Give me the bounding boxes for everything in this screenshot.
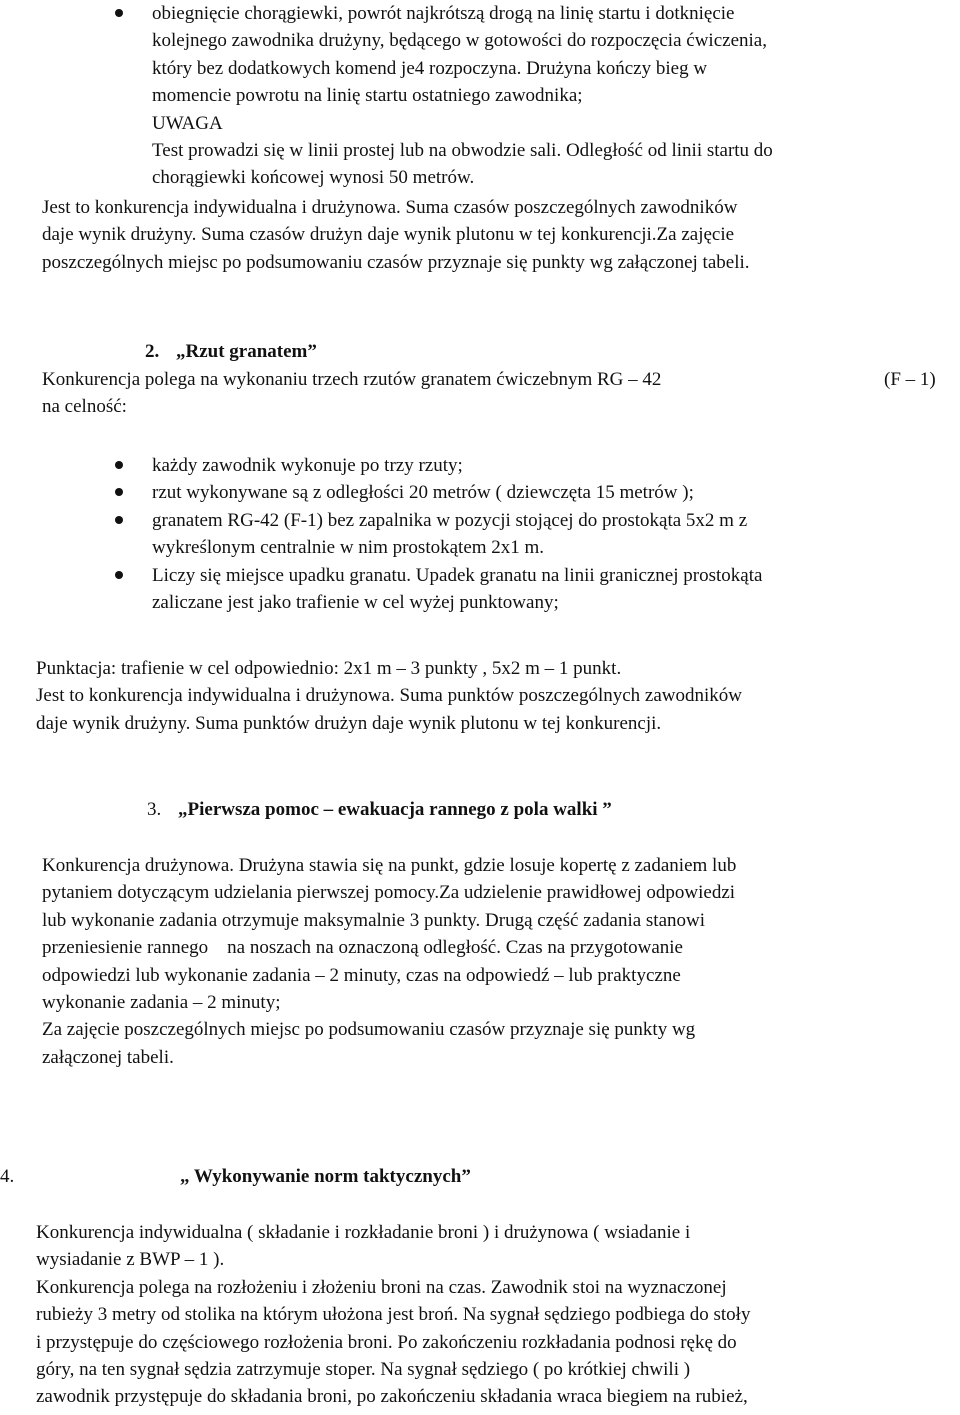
section-4-title: „ Wykonywanie norm taktycznych” bbox=[180, 1166, 471, 1187]
section-2-intro bbox=[42, 366, 661, 421]
paragraph-line: góry, na ten sygnał sędzia zatrzymuje stoper. Na sygnał sędziego ( po krótkiej chwili ) bbox=[36, 1358, 691, 1380]
list-item bbox=[152, 479, 762, 506]
paragraph-line: zawodnik przystępuje do składania broni, po zakończeniu składania wraca biegiem na rubież, bbox=[36, 1386, 748, 1408]
bullet-dot-icon bbox=[115, 461, 123, 469]
bullet-dot-icon bbox=[115, 516, 123, 524]
intro-text: na celność: bbox=[42, 396, 127, 418]
list-item bbox=[152, 452, 762, 479]
bullet-dot-icon bbox=[115, 571, 123, 579]
intro-bullet-line: kolejnego zawodnika drużyny, będącego w gotowości do rozpoczęcia ćwiczenia, bbox=[152, 30, 767, 52]
list-item-text: każdy zawodnik wykonuje po trzy rzuty; bbox=[152, 455, 463, 476]
paragraph-line: pytaniem dotyczącym udzielania pierwszej pomocy.Za udzielenie prawidłowej odpowiedzi bbox=[42, 882, 736, 904]
paragraph-line: poszczególnych miejsc po podsumowaniu czasów przyznaje się punkty wg załączonej tabeli. bbox=[42, 251, 750, 273]
list-item-text: zaliczane jest jako trafienie w cel wyżej punktowany; bbox=[152, 591, 559, 613]
section-number: 3. bbox=[147, 799, 162, 820]
list-item-text: wykreślonym centralnie w nim prostokątem 2x1 m. bbox=[152, 537, 545, 559]
paragraph-line: Za zajęcie poszczególnych miejsc po podsumowaniu czasów przyznaje się punkty wg bbox=[42, 1019, 696, 1041]
list-item-text: rzut wykonywane są z odległości 20 metrów ( dziewczęta 15 metrów ); bbox=[152, 482, 694, 504]
list-item bbox=[152, 562, 762, 589]
section-4-number: 4. bbox=[0, 1166, 15, 1187]
paragraph-line: Konkurencja indywidualna ( składanie i rozkładanie broni ) i drużynowa ( wsiadanie i bbox=[36, 1222, 691, 1243]
intro-bullet-line: obiegnięcie chorągiewki, powrót najkrótszą drogą na linię startu i dotknięcie bbox=[152, 3, 735, 24]
intro-bullet-line: momencie powrotu na linię startu ostatniego zawodnika; bbox=[152, 85, 583, 107]
scoring-line: Jest to konkurencja indywidualna i drużynowa. Suma punktów poszczególnych zawodników bbox=[36, 685, 743, 707]
intro-bullet-line: chorągiewki końcowej wynosi 50 metrów. bbox=[152, 167, 475, 189]
section-2-designation: (F – 1) bbox=[884, 369, 936, 390]
paragraph-line: Konkurencja polega na rozłożeniu i złożeniu broni na czas. Zawodnik stoi na wyznaczonej bbox=[36, 1276, 727, 1298]
intro-bullet bbox=[152, 0, 773, 192]
paragraph-line: rubieży 3 metry od stolika na którym ułożona jest broń. Na sygnał sędziego podbiega do stoły bbox=[36, 1304, 751, 1326]
paragraph-line: daje wynik drużyny. Suma czasów drużyn daje wynik plutonu w tej konkurencji.Za zajęcie bbox=[42, 224, 735, 246]
list-item-text: Liczy się miejsce upadku granatu. Upadek granatu na linii granicznej prostokąta bbox=[152, 564, 763, 586]
paragraph-line: Konkurencja drużynowa. Drużyna stawia się na punkt, gdzie losuje kopertę z zadaniem lub bbox=[42, 855, 737, 876]
list-item bbox=[152, 507, 762, 534]
intro-paragraph bbox=[42, 194, 750, 276]
section-number: 2. bbox=[145, 341, 160, 362]
paragraph-line: załączonej tabeli. bbox=[42, 1046, 174, 1068]
intro-bullet-line: który bez dodatkowych komend je4 rozpoczyna. Drużyna kończy bieg w bbox=[152, 57, 708, 79]
section-2-heading bbox=[145, 338, 317, 365]
section-2-scoring bbox=[36, 655, 742, 737]
section-3-heading bbox=[147, 796, 612, 823]
scoring-line: Punktacja: trafienie w cel odpowiednio: 2x1 m – 3 punkty , 5x2 m – 1 punkt. bbox=[36, 658, 622, 679]
bullet-dot-icon bbox=[115, 488, 123, 496]
paragraph-line: wysiadanie z BWP – 1 ). bbox=[36, 1249, 225, 1271]
paragraph-line: i przystępuje do częściowego rozłożenia broni. Po zakończeniu rozkładania podnosi rękę do bbox=[36, 1331, 737, 1353]
paragraph-line: wykonanie zadania – 2 minuty; bbox=[42, 991, 281, 1013]
section-4-body bbox=[36, 1219, 750, 1411]
paragraph-line: przeniesienie rannego na noszach na oznaczoną odległość. Czas na przygotowanie bbox=[42, 937, 683, 959]
section-title: „Pierwsza pomoc – ewakuacja rannego z pola walki ” bbox=[178, 799, 612, 820]
section-title: „Rzut granatem” bbox=[176, 341, 317, 362]
intro-bullet-line: Test prowadzi się w linii prostej lub na obwodzie sali. Odległość od linii startu do bbox=[152, 139, 773, 161]
scoring-line: daje wynik drużyny. Suma punktów drużyn daje wynik plutonu w tej konkurencji. bbox=[36, 712, 662, 734]
paragraph-line: Jest to konkurencja indywidualna i drużynowa. Suma czasów poszczególnych zawodników bbox=[42, 197, 738, 218]
section-3-body bbox=[42, 852, 736, 1071]
paragraph-line: lub wykonanie zadania otrzymuje maksymalnie 3 punkty. Drugą część zadania stanowi bbox=[42, 909, 706, 931]
intro-bullet-line: UWAGA bbox=[152, 112, 223, 134]
list-item-text: granatem RG-42 (F-1) bez zapalnika w pozycji stojącej do prostokąta 5x2 m z bbox=[152, 509, 748, 531]
intro-text: Konkurencja polega na wykonaniu trzech rzutów granatem ćwiczebnym RG – 42 bbox=[42, 369, 662, 390]
bullet-dot-icon bbox=[115, 9, 123, 17]
paragraph-line: odpowiedzi lub wykonanie zadania – 2 minuty, czas na odpowiedź – lub praktyczne bbox=[42, 964, 681, 986]
section-2-bullets bbox=[152, 452, 762, 616]
